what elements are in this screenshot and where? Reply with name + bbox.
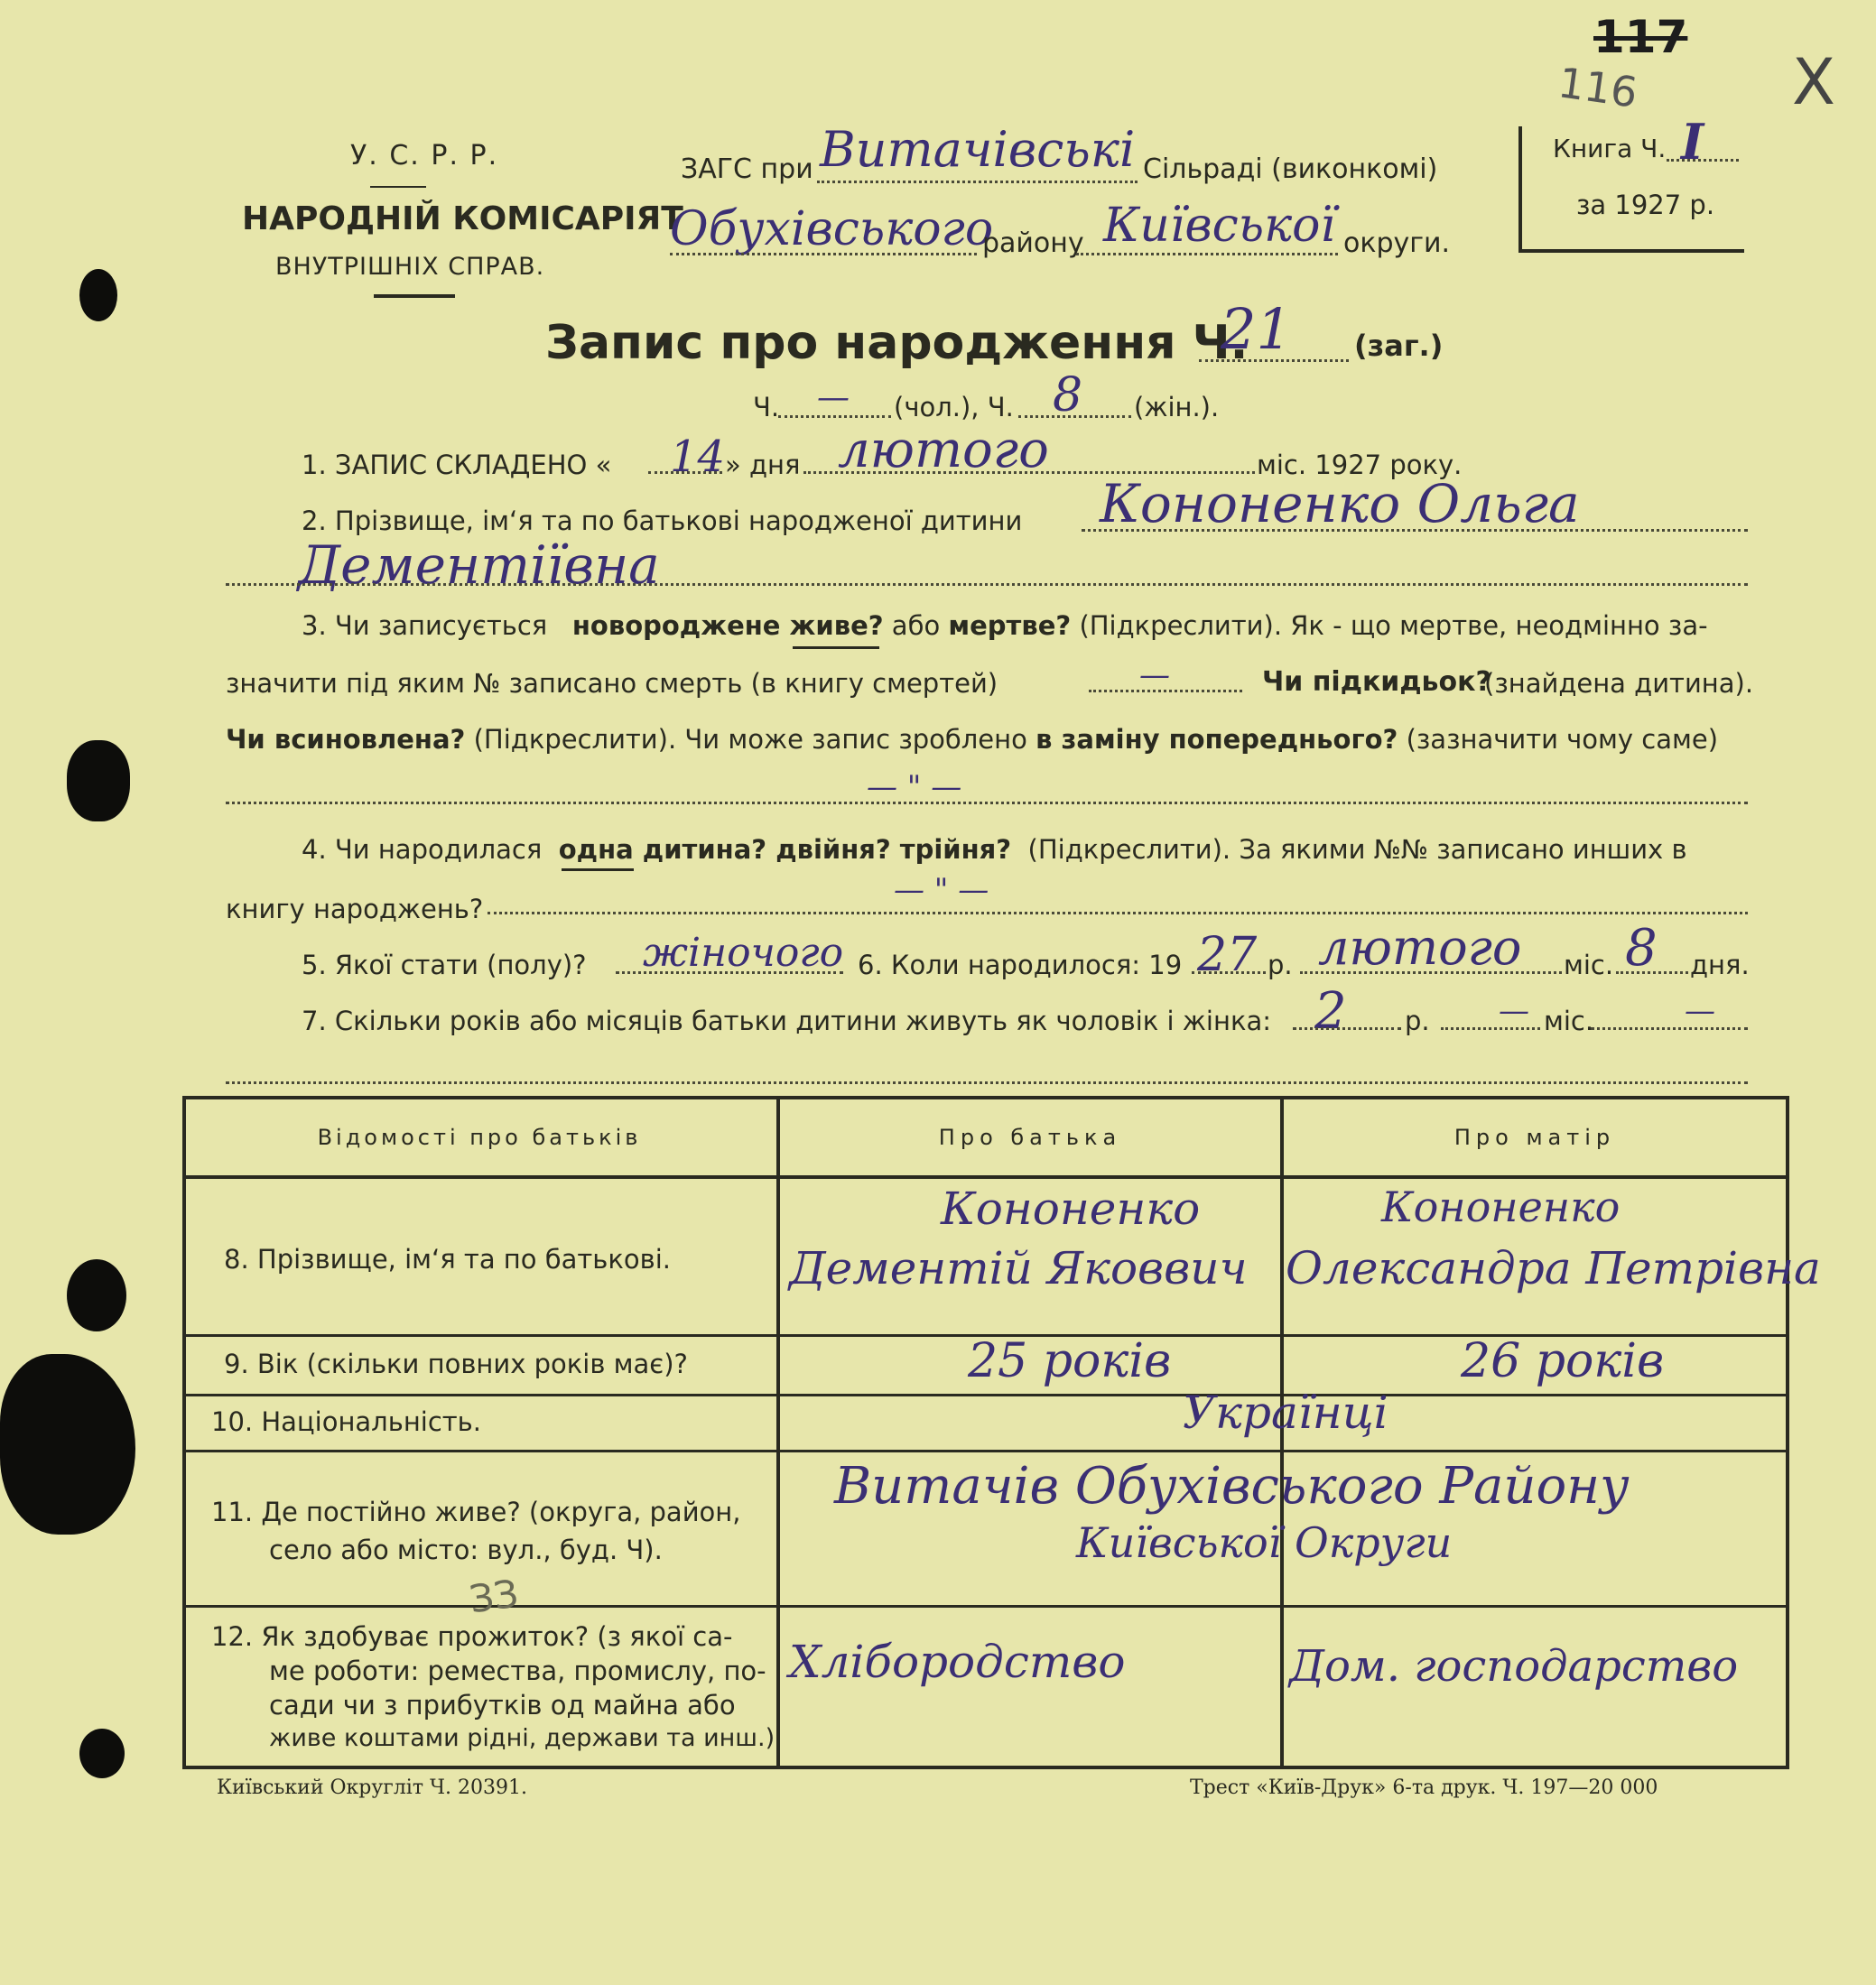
binder-hole-4 [0, 1354, 135, 1535]
table-row-line-5 [182, 1605, 1789, 1608]
field4-line1 [302, 834, 1687, 865]
binder-hole-1 [79, 269, 117, 321]
field2-value-2: Дементіївна [298, 534, 660, 596]
pencil-marginalia: ЗЗ [466, 1571, 522, 1622]
field3-line2-c: (знайдена дитина). [1484, 668, 1754, 699]
row12-label-2: ме роботи: ремества, промислу, по- [269, 1656, 766, 1686]
row10-label: 10. Національність. [211, 1406, 481, 1437]
ministry-label: ВНУТРІШНІХ СПРАВ. [275, 253, 545, 281]
field1-month: лютого [838, 421, 1049, 479]
row8-label: 8. Прізвище, ім‘я та по батькові. [224, 1244, 671, 1275]
field3-line3 [226, 724, 1718, 755]
table-border-right [1786, 1096, 1789, 1769]
field6-r: р. [1268, 950, 1293, 980]
row12-mother-occupation: Дом. господарство [1289, 1641, 1739, 1692]
field7-months-dots [1441, 1027, 1540, 1030]
field3-line1 [302, 610, 1708, 641]
male-label: (чол.), Ч. [894, 392, 1014, 422]
field6-day-dots [1616, 971, 1688, 974]
field1-label: 1. ЗАПИС СКЛАДЕНО « [302, 450, 612, 480]
male-dots [778, 415, 891, 418]
table-row-line-1 [182, 1175, 1789, 1179]
row12-label-4: живе коштами рідні, держави та инш.) [269, 1724, 775, 1752]
record-number: 21 [1221, 296, 1292, 362]
row8-mother-surname: Кононенко [1381, 1183, 1621, 1231]
field3-value: — " — [867, 769, 962, 805]
field7-r: р. [1405, 1006, 1430, 1036]
archive-mark: X [1792, 45, 1835, 119]
field3-dots [226, 802, 1748, 804]
field2-dots-2 [226, 583, 1748, 586]
district-dots [670, 253, 977, 255]
field3-line1-a: 3. Чи записується [302, 610, 548, 641]
row8-father-name: Дементій Яковвич [789, 1242, 1248, 1294]
footer-right: Трест «Київ-Друк» 6-та друк. Ч. 197—20 000 [1190, 1776, 1658, 1799]
field4-line1-b: одна дитина? двійня? трійня? [558, 834, 1012, 865]
row8-father-surname: Кононенко [941, 1183, 1201, 1235]
district-value: Обухівського [670, 202, 994, 256]
underline-odna [562, 868, 634, 871]
field4-line1-c: (Підкреслити). За якими №№ записано инших в [1027, 834, 1687, 865]
record-total-label: (заг.) [1354, 329, 1444, 363]
book-value: I [1681, 113, 1704, 171]
field3-line1-e: (Підкреслити). Як - що мертве, неодмінно за- [1079, 610, 1708, 641]
field3-line3-c: в заміну попереднього? [1036, 724, 1398, 755]
table-col-1 [776, 1096, 780, 1769]
field4-line1-a: 4. Чи народилася [302, 834, 543, 865]
field3-line3-d: (зазначити чому саме) [1406, 724, 1719, 755]
row10-nationality: Українці [1183, 1387, 1388, 1439]
table-row-line-3 [182, 1394, 1789, 1396]
field6-month-dots [1300, 971, 1562, 974]
row9-mother-age: 26 років [1461, 1334, 1665, 1388]
field7-dots-2 [226, 1081, 1748, 1084]
book-year: за 1927 р. [1576, 190, 1715, 220]
zags-prefix: ЗАГС при [681, 153, 813, 185]
field4-value: — " — [894, 872, 989, 908]
field6-label: 6. Коли народилося: 19 [858, 950, 1183, 980]
field3-line1-b: новороджене живе? [571, 610, 884, 641]
row12-label-1: 12. Як здобуває прожиток? (з якої са- [211, 1621, 733, 1652]
field7-months: — [1499, 993, 1529, 1029]
field5-label: 5. Якої стати (полу)? [302, 950, 587, 980]
field7-years-dots [1293, 1027, 1401, 1030]
row12-father-occupation: Хлібородство [789, 1636, 1126, 1688]
row11-address-1: Витачів Обухівського Району [834, 1457, 1630, 1516]
field1-mid: » дня [725, 450, 801, 480]
row8-mother-name: Олександра Петрівна [1286, 1242, 1821, 1294]
binder-hole-5 [79, 1729, 125, 1778]
female-label: (жін.). [1134, 392, 1220, 422]
zags-dots [817, 181, 1138, 183]
record-title: Запис про народження Ч. [545, 316, 1249, 370]
field3-line3-b: (Підкреслити). Чи може запис зроблено [473, 724, 1027, 755]
row11-label-1: 11. Де постійно живе? (округа, район, [211, 1497, 741, 1527]
table-header-mother: Про матір [1453, 1125, 1616, 1150]
field5-value: жіночого [643, 930, 844, 976]
book-dots [1667, 159, 1739, 162]
table-header-father: Про батька [938, 1125, 1122, 1150]
field3-line2-b: Чи підкидьок? [1262, 666, 1491, 698]
field3-line2-a: значити під яким № записано смерть (в книгу смертей) [226, 668, 998, 699]
field7-mis: міс. [1544, 1006, 1594, 1036]
field2-label: 2. Прізвище, ім‘я та по батькові народженої дитини [302, 506, 1023, 536]
book-label: Книга Ч. [1553, 134, 1667, 163]
book-box-bottom [1518, 249, 1744, 253]
divider-short-1 [370, 186, 426, 188]
female-dots [1018, 415, 1131, 418]
zags-value: Витачівські [820, 121, 1136, 178]
okrug-dots [1076, 253, 1338, 255]
field6-year-dots [1192, 971, 1266, 974]
row9-label: 9. Вік (скільки повних років має)? [224, 1349, 688, 1379]
male-value: — [817, 379, 850, 416]
commissariat-label: НАРОДНІЙ КОМІСАРІЯТ [242, 200, 683, 237]
record-number-dots [1199, 359, 1349, 362]
field4-line2: книгу народжень? [226, 894, 484, 924]
field3-line2-dots [1089, 690, 1242, 692]
underline-zhyve [793, 646, 879, 649]
republic-label: У. С. Р. Р. [350, 140, 499, 172]
table-border-bottom [182, 1766, 1789, 1769]
female-value: 8 [1053, 368, 1083, 422]
row9-father-age: 25 років [968, 1334, 1172, 1388]
male-prefix: Ч. [753, 392, 780, 422]
table-header-info: Відомості про батьків [317, 1125, 642, 1150]
row11-label-2: село або місто: вул., буд. Ч). [269, 1535, 663, 1565]
row11-address-2: Київської Округи [1076, 1518, 1453, 1567]
footer-left: Київський Округліт Ч. 20391. [217, 1776, 527, 1799]
field7-years: 2 [1314, 982, 1347, 1041]
field6-month: лютого [1318, 919, 1522, 976]
field6-mis: міс. [1564, 950, 1614, 980]
field5-dots [616, 971, 843, 974]
table-border-left [182, 1096, 186, 1769]
binder-hole-2 [67, 740, 130, 821]
field1-day: 14 [670, 431, 726, 482]
divider-short-2 [374, 294, 455, 298]
field1-day-dots [648, 471, 722, 474]
table-row-line-4 [182, 1450, 1789, 1452]
district-label: району [982, 227, 1084, 259]
archive-number-hand: 116 [1555, 58, 1641, 117]
field2-dots-1 [1082, 529, 1748, 532]
field2-value-1: Кононенко Ольга [1100, 473, 1580, 534]
field3-line2-value: — [1139, 657, 1170, 693]
field1-end: міс. 1927 року. [1257, 450, 1463, 480]
field6-year: 27 [1197, 928, 1258, 982]
book-box-left [1518, 126, 1522, 253]
field6-dnia: дня. [1690, 950, 1750, 980]
zags-suffix: Сільраді (виконкомі) [1143, 153, 1438, 185]
field6-day: 8 [1625, 919, 1658, 978]
field4-dots [488, 912, 1748, 914]
okrug-value: Київської [1103, 199, 1336, 253]
field7-label: 7. Скільки років або місяців батьки дитини живуть як чоловік і жінка: [302, 1006, 1272, 1036]
field7-tail: — [1685, 993, 1715, 1029]
field3-line3-a: Чи всиновлена? [226, 724, 466, 755]
okrug-label: округи. [1343, 227, 1451, 259]
field3-line1-c: або [891, 610, 941, 641]
parents-table [182, 1096, 1821, 1769]
field7-tail-dots [1591, 1027, 1748, 1030]
row12-label-3: сади чи з прибутків од майна або [269, 1690, 736, 1721]
binder-hole-3 [67, 1259, 126, 1331]
archive-number-printed: 117 [1593, 11, 1688, 63]
field3-line1-d: мертве? [948, 610, 1072, 641]
table-border-top [182, 1096, 1789, 1099]
